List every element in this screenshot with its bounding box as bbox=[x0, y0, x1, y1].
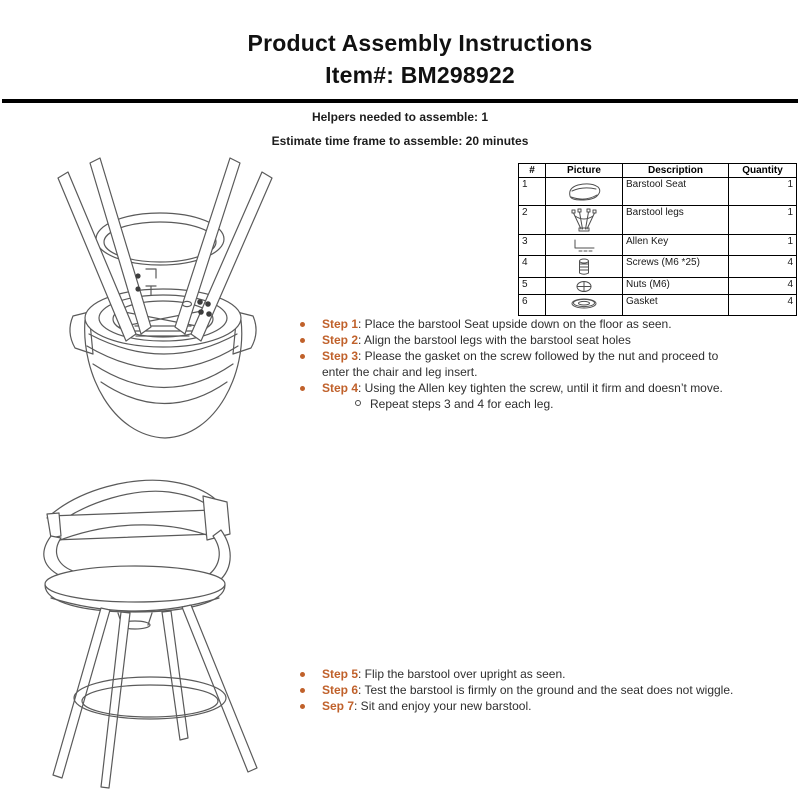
table-row bbox=[519, 295, 797, 316]
bullet-icon bbox=[300, 704, 305, 709]
part-quantity: 1 bbox=[729, 178, 797, 206]
parts-table bbox=[518, 163, 797, 316]
header-number: # bbox=[519, 164, 546, 178]
part-number: 4 bbox=[519, 256, 546, 278]
bullet-icon bbox=[300, 322, 305, 327]
step-label: Step 6 bbox=[322, 683, 359, 697]
part-quantity: 4 bbox=[729, 278, 797, 295]
divider-line bbox=[2, 99, 798, 103]
helpers-line: Helpers needed to assemble: 1 bbox=[311, 110, 489, 124]
header-quantity: Quantity bbox=[729, 164, 797, 178]
table-row bbox=[519, 235, 797, 256]
table-row bbox=[519, 278, 797, 295]
document-header bbox=[35, 28, 800, 90]
step-sub-item bbox=[293, 396, 800, 412]
step-item bbox=[293, 316, 800, 332]
part-quantity: 1 bbox=[729, 235, 797, 256]
part-picture bbox=[546, 206, 623, 235]
step-text: : Sit and enjoy your new barstool. bbox=[354, 699, 532, 713]
part-quantity: 1 bbox=[729, 206, 797, 235]
header-description: Description bbox=[623, 164, 729, 178]
bullet-icon bbox=[300, 672, 305, 677]
part-description: Nuts (M6) bbox=[623, 278, 729, 295]
bullet-icon bbox=[300, 338, 305, 343]
screw-sketch-icon bbox=[575, 258, 593, 276]
step-item bbox=[293, 332, 800, 348]
table-row bbox=[519, 178, 797, 206]
assembly-steps-lower bbox=[293, 666, 800, 714]
bullet-icon bbox=[300, 354, 305, 359]
step-text: : Align the barstool legs with the barstool seat holes bbox=[358, 333, 631, 347]
item-number: Item#: BM298922 bbox=[325, 62, 515, 88]
part-picture bbox=[546, 295, 623, 316]
nut-sketch-icon bbox=[575, 280, 593, 293]
part-picture bbox=[546, 278, 623, 295]
step-label: Step 2 bbox=[322, 333, 359, 347]
bullet-icon bbox=[300, 386, 305, 391]
step-label: Sep 7 bbox=[322, 699, 355, 713]
step-label: Step 3 bbox=[322, 349, 359, 363]
allen-key-sketch-icon bbox=[567, 237, 601, 254]
step-item bbox=[293, 348, 800, 380]
step-item bbox=[293, 682, 800, 698]
circle-bullet-icon bbox=[355, 400, 361, 406]
part-number: 5 bbox=[519, 278, 546, 295]
part-number: 3 bbox=[519, 235, 546, 256]
upright-barstool-drawing bbox=[25, 472, 295, 790]
upside-down-barstool-drawing bbox=[35, 148, 305, 448]
step-label: Step 4 bbox=[322, 381, 359, 395]
step-text: : Please the gasket on the screw followed by the nut and proceed to bbox=[358, 349, 719, 363]
time-estimate-line: Estimate time frame to assemble: 20 minutes bbox=[271, 134, 529, 148]
step-text: : Place the barstool Seat upside down on the floor as seen. bbox=[358, 317, 672, 331]
part-quantity: 4 bbox=[729, 256, 797, 278]
part-description: Screws (M6 *25) bbox=[623, 256, 729, 278]
part-number: 2 bbox=[519, 206, 546, 235]
step-text: : Using the Allen key tighten the screw, until it firm and doesn’t move. bbox=[358, 381, 723, 395]
step-label: Step 1 bbox=[322, 317, 359, 331]
table-row bbox=[519, 256, 797, 278]
header-picture: Picture bbox=[546, 164, 623, 178]
part-picture bbox=[546, 178, 623, 206]
part-description: Barstool Seat bbox=[623, 178, 729, 206]
step-label: Step 5 bbox=[322, 667, 359, 681]
sub-step-text: Repeat steps 3 and 4 for each leg. bbox=[370, 397, 554, 411]
assembly-steps-upper bbox=[293, 316, 800, 412]
step-item bbox=[293, 666, 800, 682]
table-row bbox=[519, 206, 797, 235]
part-description: Barstool legs bbox=[623, 206, 729, 235]
barstool-legs-sketch-icon bbox=[567, 208, 601, 233]
part-picture bbox=[546, 256, 623, 278]
step-text-line2: enter the chair and leg insert. bbox=[322, 365, 478, 379]
part-description: Gasket bbox=[623, 295, 729, 316]
gasket-sketch-icon bbox=[570, 297, 598, 310]
step-text: : Flip the barstool over upright as seen. bbox=[358, 667, 566, 681]
bullet-icon bbox=[300, 688, 305, 693]
part-quantity: 4 bbox=[729, 295, 797, 316]
part-picture bbox=[546, 235, 623, 256]
step-item bbox=[293, 698, 800, 714]
part-description: Allen Key bbox=[623, 235, 729, 256]
part-number: 1 bbox=[519, 178, 546, 206]
part-number: 6 bbox=[519, 295, 546, 316]
step-text: : Test the barstool is firmly on the ground and the seat does not wiggle. bbox=[358, 683, 734, 697]
barstool-seat-sketch-icon bbox=[564, 180, 604, 204]
page-title: Product Assembly Instructions bbox=[247, 30, 593, 56]
step-item bbox=[293, 380, 800, 396]
parts-table-header-row bbox=[519, 164, 797, 178]
